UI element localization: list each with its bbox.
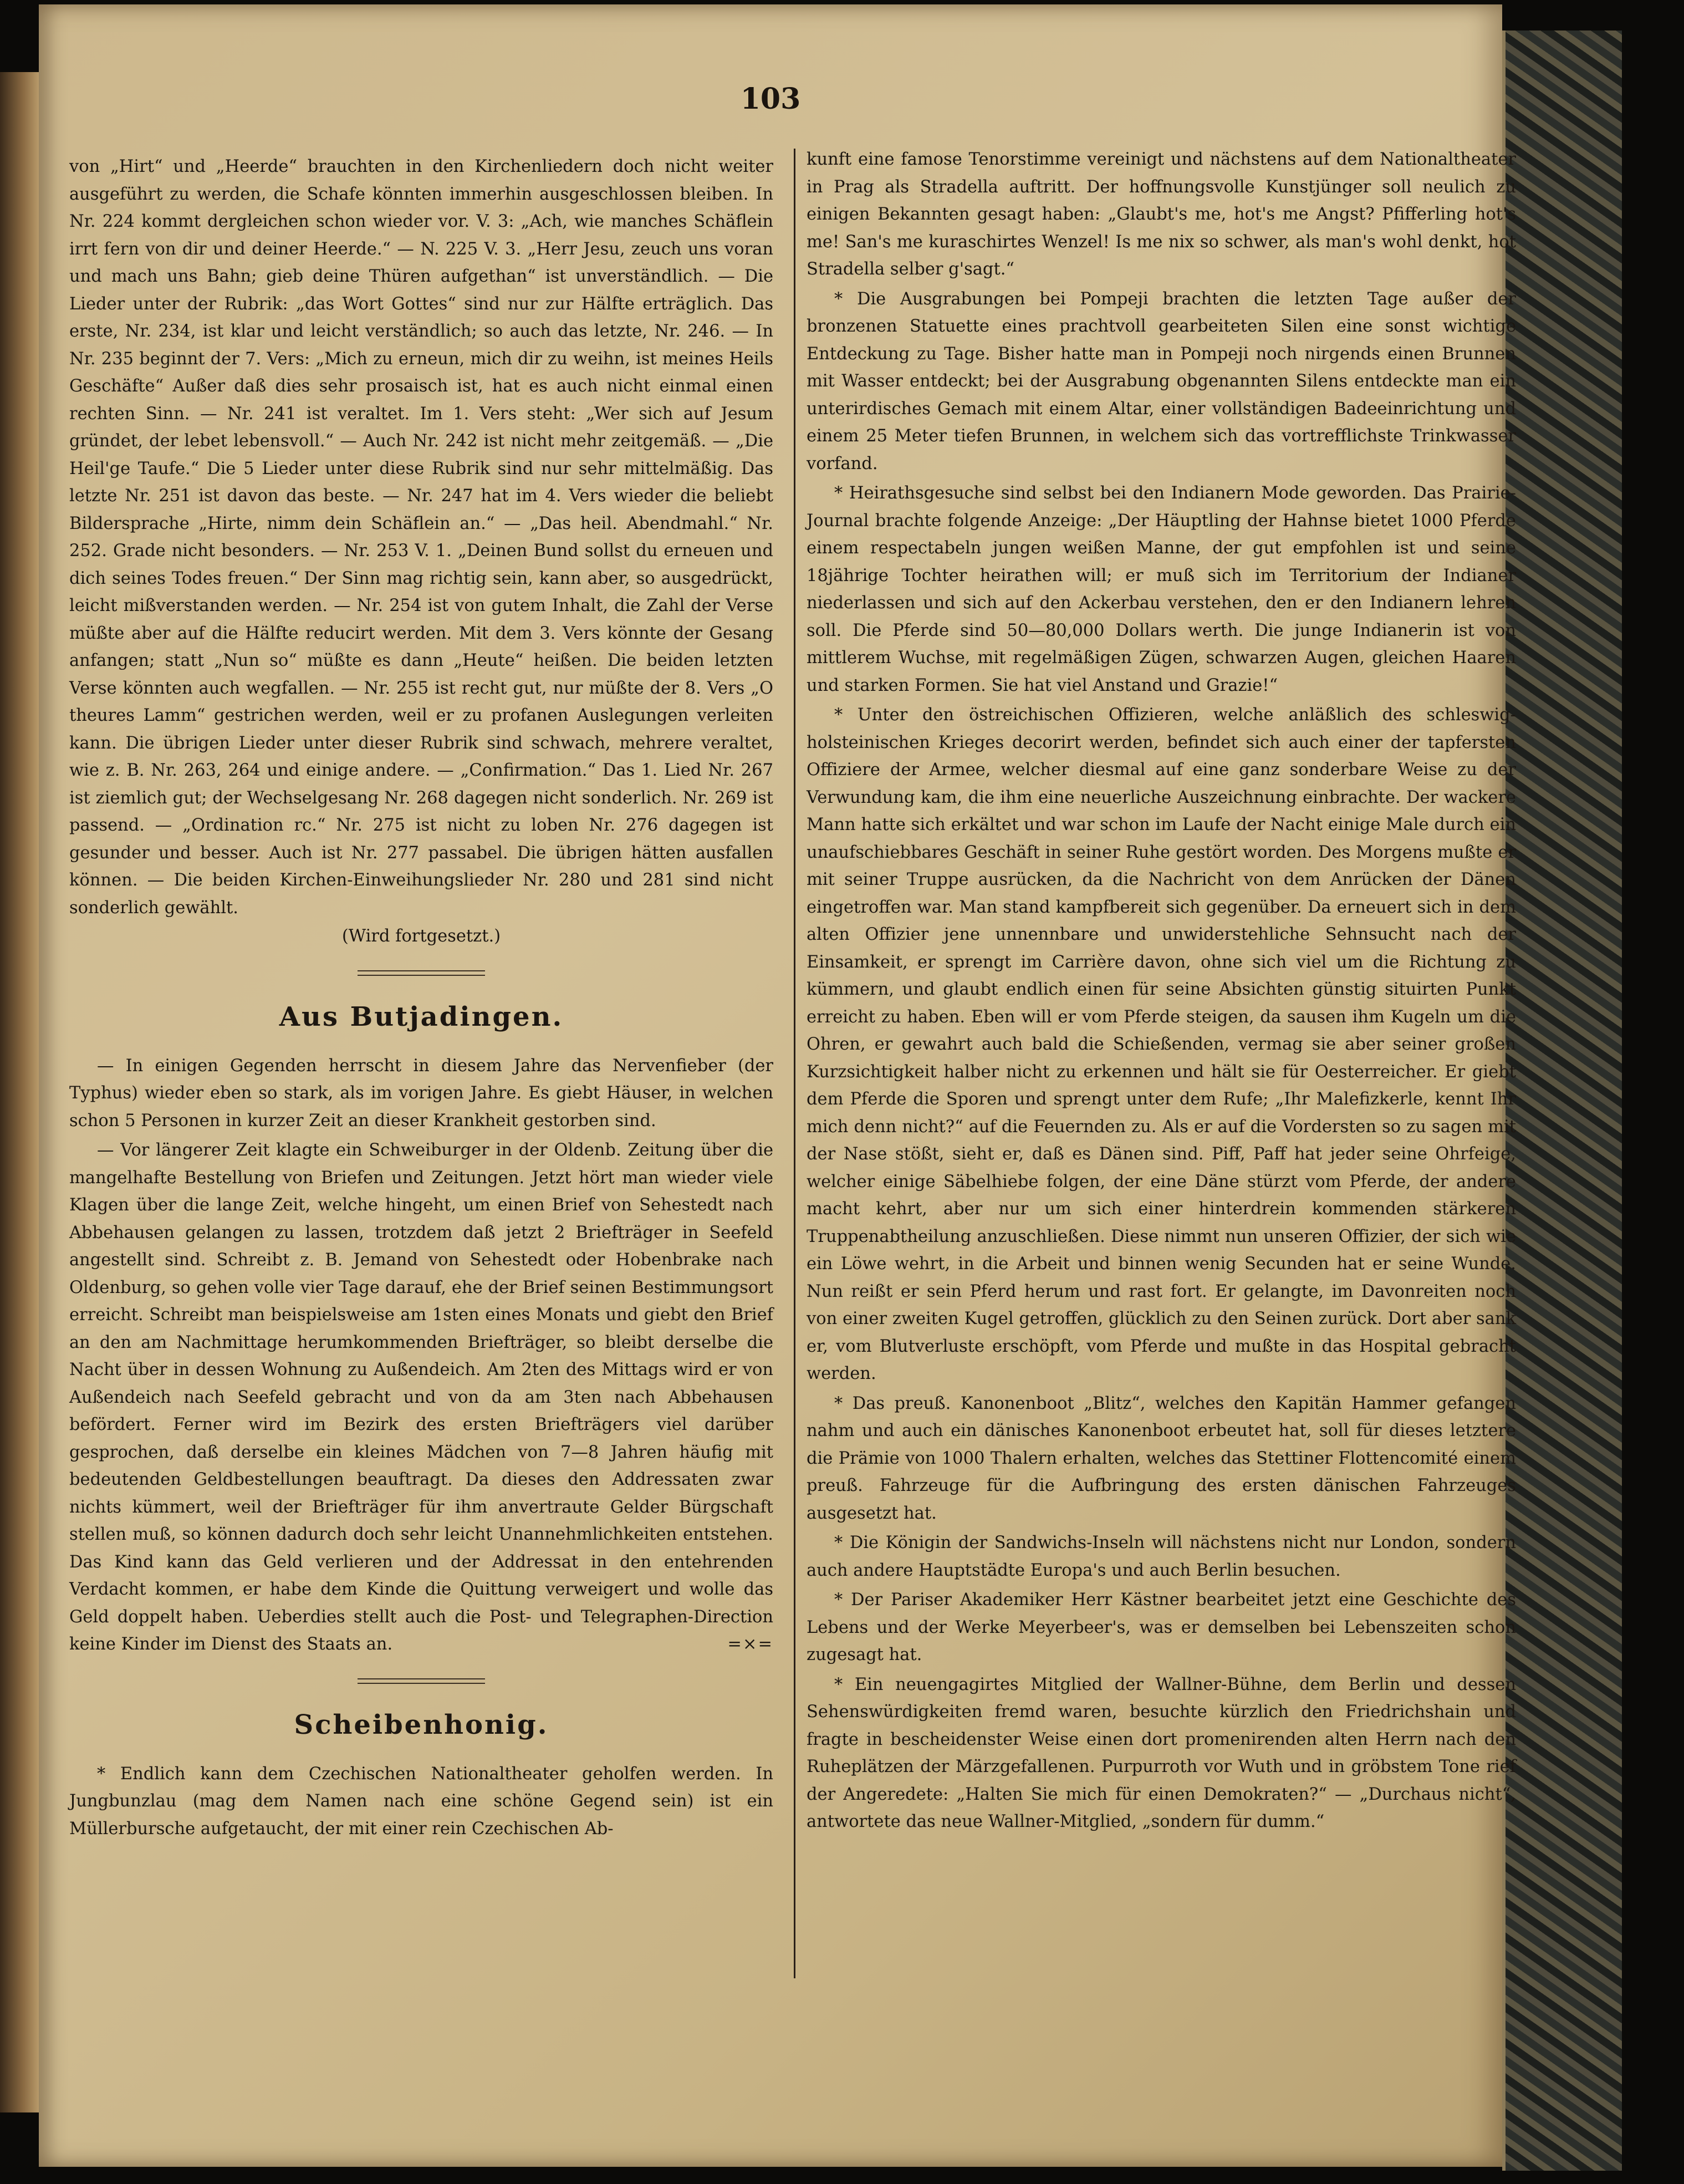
end-mark: =×= xyxy=(727,1635,773,1654)
book-cover-marbled xyxy=(1502,30,1622,2171)
book-binding-left xyxy=(0,72,39,2112)
column-divider xyxy=(794,149,795,1978)
right-column xyxy=(807,146,1516,1836)
article-hymnbook-review: von „Hirt“ und „Heerde“ brauchten in den Kirchenliedern doch nicht weiter ausgeführt zu werden, die Schafe könnten immerhin ausgeschlossen bleiben. In Nr. 224 kommt dergleichen schon wieder vor. V. 3: „Ach, wie manches Schäflein irrt fern von dir und deiner Heerde.“ — N. 225 V. 3. „Herr Jesu, zeuch uns voran und mach uns Bahn; gieb deine Thüren aufgethan“ ist unverständlich. — Die Lieder unter der Rubrik: „das Wort Gottes“ sind nur zur Hälfte erträglich. Das erste, Nr. 234, ist klar und leicht verständlich; so auch das letzte, Nr. 246. — In Nr. 235 beginnt der 7. Vers: „Mich zu erneun, mich dir zu weihn, ist meines Heils Geschäfte“ Außer daß dies sehr prosaisch ist, hat es auch nicht einmal einen rechten Sinn. — Nr. 241 ist veraltet. Im 1. Vers steht: „Wer sich auf Jesum gründet, der lebet lebensvoll.“ — Auch Nr. 242 ist nicht mehr zeitgemäß. — „Die Heil'ge Taufe.“ Die 5 Lieder unter diese Rubrik sind nur sehr mittelmäßig. Das letzte Nr. 251 ist davon das beste. — Nr. 247 hat im 4. Vers wieder die beliebt Bildersprache „Hirte, nimm dein Schäflein an.“ — „Das heil. Abendmahl.“ Nr. 252. Grade nicht besonders. — Nr. 253 V. 1. „Deinen Bund sollst du erneuen und dich seines Todes freuen.“ Der Sinn mag richtig sein, kann aber, so ausgedrückt, leicht mißverstanden werden. — Nr. 254 ist von gutem Inhalt, die Zahl der Verse müßte aber auf die Hälfte reducirt werden. Mit dem 3. Vers könnte der Gesang anfangen; statt „Nun so“ müßte es dann „Heute“ heißen. Die beiden letzten Verse könnten auch wegfallen. — Nr. 255 ist recht gut, nur müßte der 8. Vers „O theures Lamm“ gestrichen werden, weil er zu profanen Auslegungen verleiten kann. Die übrigen Lieder unter dieser Rubrik sind schwach, mehrere veraltet, wie z. B. Nr. 263, 264 und einige andere. — „Confirmation.“ Das 1. Lied Nr. 267 ist ziemlich gut; der Wechselgesang Nr. 268 dagegen nicht sonderlich. Nr. 269 ist passend. — „Ordination rc.“ Nr. 275 ist nicht zu loben Nr. 276 dagegen ist gesunder und besser. Auch ist Nr. 277 passabel. Die übrigen hätten ausfallen können. — Die beiden Kirchen-Einweihungslieder Nr. 280 und 281 sind nicht sonderlich gewählt. xyxy=(69,157,773,918)
continued-note: (Wird fortgesetzt.) xyxy=(341,926,501,946)
article-czech-theater: * Endlich kann dem Czechischen Nationaltheater geholfen werden. In Jungbunzlau (mag dem Namen nach eine schöne Gegend sein) ist ein Müllerbursche aufgetaucht, der mit einer rein Czechischen Ab- xyxy=(69,1764,773,1839)
article-postal-complaint xyxy=(69,1137,773,1658)
article-sandwich-queen: * Die Königin der Sandwichs-Inseln will nächstens nicht nur London, sondern auch andere Hauptstädte Europa's und auch Berlin besuchen. xyxy=(807,1533,1516,1580)
article-czech-theater-cont: kunft eine famose Tenorstimme vereinigt und nächstens auf dem Nationaltheater in Prag als Stradella auftritt. Der hoffnungsvolle Kunstjünger soll neulich zu einigen Bekannten gesagt haben: „Glaubt's me, hot's me Angst? Pfifferling hot's me! San's me kuraschirtes Wenzel! Is me nix so schwer, als man's wohl denkt, hot Stradella selber g'sagt.“ xyxy=(807,150,1516,279)
article-meyerbeer: * Der Pariser Akademiker Herr Kästner bearbeitet jetzt eine Geschichte des Lebens und der Werke Meyerbeer's, was er demselben bei Lebenszeiten schon zugesagt hat. xyxy=(807,1590,1516,1664)
section-divider xyxy=(358,970,485,976)
article-austrian-officer: * Unter den östreichischen Offizieren, welche anläßlich des schleswig-holsteinischen Krieges decorirt werden, befindet sich auch einer der tapfersten Offiziere der Armee, welcher diesmal auf eine ganz sonderbare Weise zu der Verwundung kam, die ihm eine neuerliche Auszeichnung einbrachte. Der wackere Mann hatte sich erkältet und war schon im Laufe der Nacht einige Male durch ein unaufschiebbares Geschäft in seiner Ruhe gestört worden. Des Morgens mußte er mit seiner Truppe ausrücken, da die Nachricht von dem Anrücken der Dänen eingetroffen war. Man stand kampfbereit sich gegenüber. Da erneuert sich in dem alten Offizier jene unnennbare und unwiderstehliche Sehnsucht nach der Einsamkeit, er sprengt im Carrière davon, ohne sich viel um die Richtung zu kümmern, und glaubt endlich einen für seine Absichten günstig situirten Punkt erreicht zu haben. Eben will er vom Pferde steigen, da sausen ihm Kugeln um die Ohren, er gewahrt auch bald die Schießenden, vermag sie aber seiner großen Kurzsichtigkeit halber nicht zu erkennen und hält sie für Oesterreicher. Er giebt dem Pferde die Sporen und sprengt unter dem Rufe; „Ihr Malefizkerle, kennt Ihr mich denn nicht?“ auf die Feuernden zu. Als er auf die Vordersten so zu sagen mit der Nase stößt, sieht er, daß es Dänen sind. Piff, Paff hat jeder seine Ohrfeige, welcher einige Säbelhiebe folgen, der eine Däne stürzt vom Pferde, der andere macht kehrt, aber nur um sich einer hinterdrein kommenden stärkeren Truppenabtheilung anzuschließen. Diese nimmt nun unseren Offizier, der sich wie ein Löwe wehrt, in die Arbeit und binnen wenig Secunden hat er seine Wunde. Nun reißt er sein Pferd herum und rast fort. Er gelangte, im Davonreiten noch von einer zweiten Kugel getroffen, glücklich zu den Seinen zurück. Dort aber sank er, vom Blutverluste erschöpft, vom Pferde und mußte in das Hospital gebracht werden. xyxy=(807,705,1516,1383)
left-column xyxy=(69,153,773,1842)
newspaper-page xyxy=(39,4,1516,2167)
page-number: 103 xyxy=(740,82,801,116)
article-pompeii: * Die Ausgrabungen bei Pompeji brachten die letzten Tage außer der bronzenen Statuette eines prachtvoll gearbeiteten Silen eine sonst wichtige Entdeckung zu Tage. Bisher hatte man in Pompeji noch nirgends einen Brunnen mit Wasser entdeckt; bei der Ausgrabung obgenannten Silens entdeckte man ein unterirdisches Gemach mit einem Altar, einer vollständigen Badeeinrichtung und einem 25 Meter tiefen Brunnen, in welchem sich das vortrefflichste Trinkwasser vorfand. xyxy=(807,289,1516,474)
article-gunboat-blitz: * Das preuß. Kanonenboot „Blitz“, welches den Kapitän Hammer gefangen nahm und auch ein dänisches Kanonenboot erbeutet hat, soll für dieses letztere die Prämie von 1000 Thalern erhalten, welches das Stettiner Flottencomité einem preuß. Fahrzeuge für die Aufbringung des ersten dänischen Fahrzeuges ausgesetzt hat. xyxy=(807,1393,1516,1523)
section-heading-scheibenhonig: Scheibenhonig. xyxy=(294,1709,549,1740)
article-wallner-member: * Ein neuengagirtes Mitglied der Wallner-Bühne, dem Berlin und dessen Sehenswürdigkeiten fremd waren, besuchte kürzlich den Friedrichshain und fragte in bescheidenster Weise einen dort promenirenden alten Herrn nach den Ruheplätzen der Märzgefallenen. Purpurroth vor Wuth und in gröbstem Tone rief der Angeredete: „Halten Sie mich für einen Demokraten?“ — „Durchaus nicht“, antwortete das neue Wallner-Mitglied, „sondern für dumm.“ xyxy=(807,1674,1516,1831)
article-typhus: — In einigen Gegenden herrscht in diesem Jahre das Nervenfieber (der Typhus) wieder eben so stark, als im vorigen Jahre. Es giebt Häuser, in welchen schon 5 Personen in kurzer Zeit an dieser Krankheit gestorben sind. xyxy=(69,1056,773,1131)
article-postal-text: — Vor längerer Zeit klagte ein Schweiburger in der Oldenb. Zeitung über die mangelhafte Bestellung von Briefen und Zeitungen. Jetzt hört man wieder viele Klagen über die lange Zeit, welche hingeht, um einen Brief von Sehestedt nach Abbehausen gelangen zu lassen, trotzdem daß jetzt 2 Briefträger in Seefeld angestellt sind. Schreibt z. B. Jemand von Sehestedt oder Hobenbrake nach Oldenburg, so gehen volle vier Tage darauf, ehe der Brief seinen Bestimmungsort erreicht. Schreibt man beispielsweise am 1sten eines Monats und giebt den Brief an den am Nachmittage herumkommenden Briefträger, so bleibt derselbe die Nacht über in dessen Wohnung zu Außendeich. Am 2ten des Mittags wird er von Außendeich nach Seefeld gebracht und von da am 3ten nach Abbehausen befördert. Ferner wird im Bezirk des ersten Briefträgers viel darüber gesprochen, daß derselbe ein kleines Mädchen von 7—8 Jahren häufig mit bedeutenden Geldbestellungen beauftragt. Da dieses den Addressaten zwar nichts kümmert, weil der Briefträger für ihm anvertraute Gelder Bürgschaft stellen muß, so können dadurch doch sehr leicht Unannehmlichkeiten entstehen. Das Kind kann das Geld verlieren und der Addressat in den entehrenden Verdacht kommen, er habe dem Kinde die Quittung verweigert und wolle das Geld doppelt haben. Ueberdies stellt auch die Post- und Telegraphen-Direction keine Kinder im Dienst des Staats an. xyxy=(69,1141,773,1654)
section-heading-butjadingen: Aus Butjadingen. xyxy=(279,1001,564,1032)
article-marriage-ads: * Heirathsgesuche sind selbst bei den Indianern Mode geworden. Das Prairie-Journal brachte folgende Anzeige: „Der Häuptling der Hahnse bietet 1000 Pferde einem respectabeln jungen weißen Manne, der gut empfohlen ist und seine 18jährige Tochter heirathen will; er muß sich im Territorium der Indianer niederlassen und sich auf den Ackerbau verstehen, den er den Indianern lehren soll. Die Pferde sind 50—80,000 Dollars werth. Die junge Indianerin ist von mittlerem Wuchse, mit regelmäßigen Zügen, schwarzen Augen, gleichen Haaren und starken Formen. Sie hat viel Anstand und Grazie!“ xyxy=(807,483,1516,695)
section-divider xyxy=(358,1678,485,1684)
